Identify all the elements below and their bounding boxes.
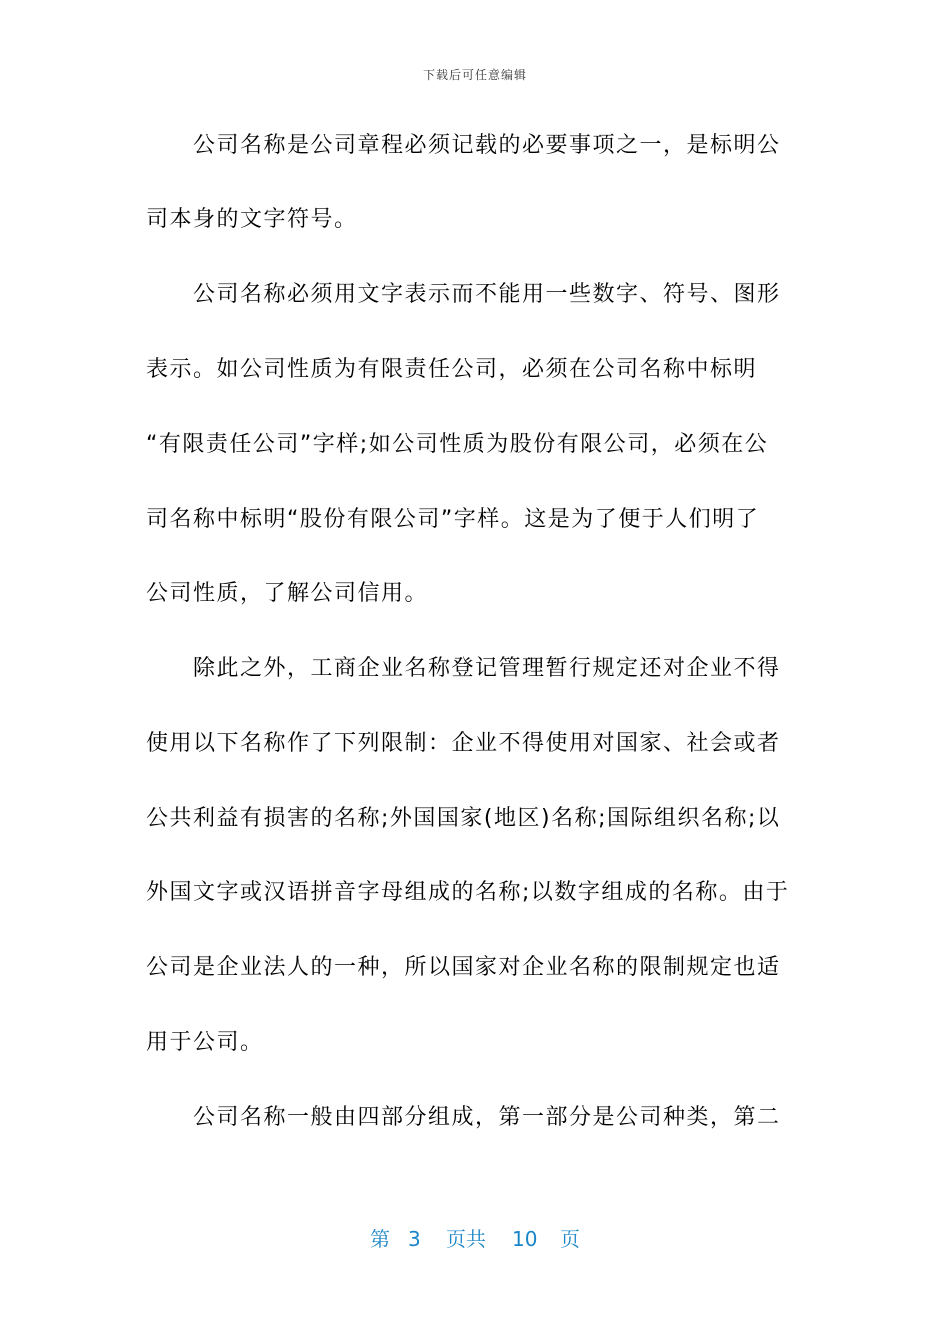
total-pages-number: 10 bbox=[512, 1227, 538, 1251]
paragraph-line: 外国文字或汉语拼音字母组成的名称;以数字组成的名称。由于 bbox=[146, 880, 790, 905]
paragraph-line: 公共利益有损害的名称;外国国家(地区)名称;国际组织名称;以 bbox=[146, 806, 781, 831]
paragraph-line: 表示。如公司性质为有限责任公司，必须在公司名称中标明 bbox=[146, 357, 758, 382]
paragraph-line: 公司名称是公司章程必须记载的必要事项之一，是标明公 bbox=[193, 133, 781, 158]
paragraph-line: 公司名称必须用文字表示而不能用一些数字、符号、图形 bbox=[193, 282, 781, 307]
paragraph-line: 公司是企业法人的一种，所以国家对企业名称的限制规定也适 bbox=[146, 955, 781, 980]
current-page-number: 3 bbox=[408, 1227, 421, 1251]
footer-di: 第 bbox=[370, 1227, 390, 1251]
paragraph-line: 用于公司。 bbox=[146, 1030, 264, 1055]
paragraph-line: 公司性质，了解公司信用。 bbox=[146, 581, 429, 606]
paragraph-line: 公司名称一般由四部分组成，第一部分是公司种类，第二 bbox=[193, 1105, 781, 1130]
paragraph-line: 司名称中标明“股份有限公司”字样。这是为了便于人们明了 bbox=[146, 507, 760, 532]
footer-ye: 页 bbox=[560, 1227, 580, 1251]
paragraph-line: 除此之外，工商企业名称登记管理暂行规定还对企业不得 bbox=[193, 656, 781, 681]
paragraph-line: 司本身的文字符号。 bbox=[146, 207, 358, 232]
paragraph-line: 使用以下名称作了下列限制：企业不得使用对国家、社会或者 bbox=[146, 731, 781, 756]
footer-ye-gong: 页共 bbox=[446, 1227, 486, 1251]
header-note: 下载后可任意编辑 bbox=[422, 68, 527, 82]
paragraph-line: “有限责任公司”字样;如公司性质为股份有限公司，必须在公 bbox=[146, 432, 769, 457]
